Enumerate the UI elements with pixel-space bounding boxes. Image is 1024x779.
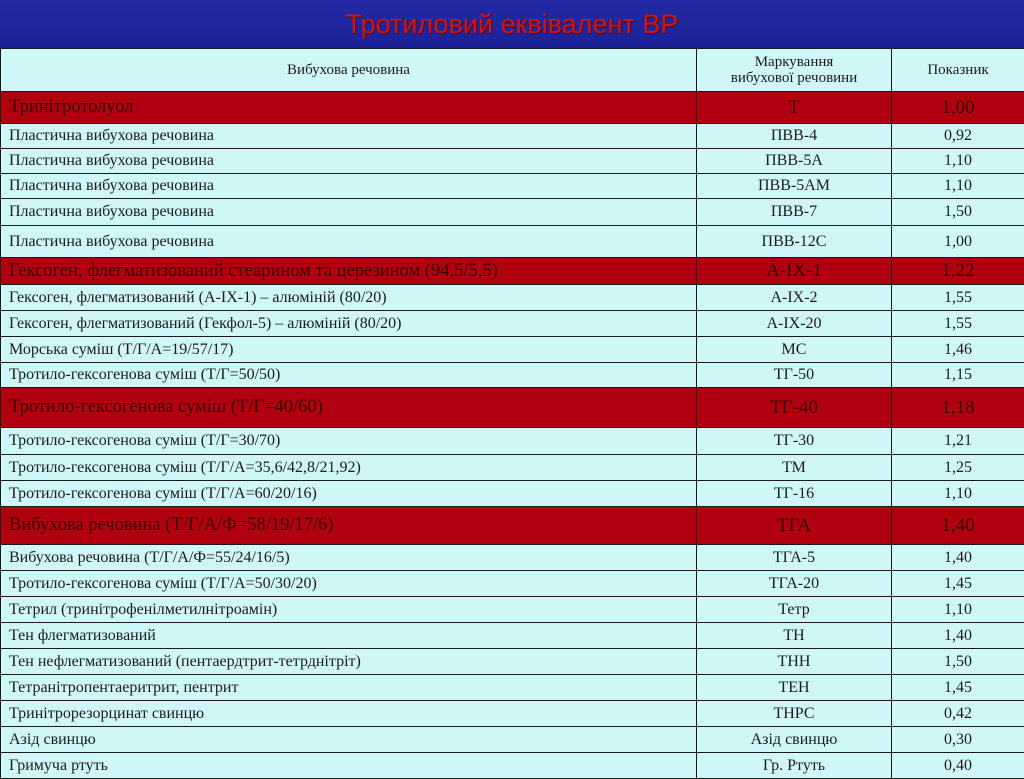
row-value: 1,50 bbox=[892, 649, 1024, 675]
row-substance: Тротило-гексогенова суміш (Т/Г=30/70) bbox=[1, 428, 697, 455]
table-row bbox=[1, 226, 1024, 258]
table-row bbox=[1, 311, 1024, 337]
table-row bbox=[1, 258, 1024, 285]
row-marking: Тетр bbox=[697, 597, 892, 623]
row-value: 0,40 bbox=[892, 753, 1024, 779]
header-marking-line1: Маркування bbox=[755, 54, 834, 70]
header-marking bbox=[697, 49, 892, 92]
row-value: 1,55 bbox=[892, 285, 1024, 311]
row-substance: Пластична вибухова речовина bbox=[1, 174, 697, 199]
row-marking: ТГ-16 bbox=[697, 481, 892, 507]
row-substance: Тринітротолуол bbox=[1, 92, 697, 124]
table-row bbox=[1, 388, 1024, 428]
row-value: 1,40 bbox=[892, 623, 1024, 649]
row-value: 1,10 bbox=[892, 174, 1024, 199]
row-marking: ПВВ-5А bbox=[697, 149, 892, 174]
table-row bbox=[1, 285, 1024, 311]
row-value: 1,25 bbox=[892, 455, 1024, 481]
row-value: 0,42 bbox=[892, 701, 1024, 727]
row-marking: А-ІХ-20 bbox=[697, 311, 892, 337]
header-marking-line2: вибухової речовини bbox=[731, 70, 858, 86]
row-substance: Тен нефлегматизований (пентаердтрит-тетрднітріт) bbox=[1, 649, 697, 675]
table-row bbox=[1, 675, 1024, 701]
table-row bbox=[1, 124, 1024, 149]
row-substance: Гексоген, флегматизований стеарином та церезином (94,5/5,5) bbox=[1, 258, 697, 285]
row-value: 0,92 bbox=[892, 124, 1024, 149]
row-value: 1,00 bbox=[892, 92, 1024, 124]
header-substance: Вибухова речовина bbox=[1, 49, 697, 92]
row-marking: А-ІХ-2 bbox=[697, 285, 892, 311]
row-substance: Пластична вибухова речовина bbox=[1, 199, 697, 226]
row-value: 1,50 bbox=[892, 199, 1024, 226]
row-substance: Тротило-гексогенова суміш (Т/Г=50/50) bbox=[1, 363, 697, 388]
table-row bbox=[1, 623, 1024, 649]
row-substance: Морська суміш (Т/Г/А=19/57/17) bbox=[1, 337, 697, 363]
table-row bbox=[1, 363, 1024, 388]
row-value: 1,45 bbox=[892, 675, 1024, 701]
row-marking: ПВВ-12С bbox=[697, 226, 892, 258]
table-header-row bbox=[1, 49, 1024, 92]
row-marking: ТГ-50 bbox=[697, 363, 892, 388]
row-marking: ТГ-30 bbox=[697, 428, 892, 455]
table-row bbox=[1, 199, 1024, 226]
row-value: 1,40 bbox=[892, 545, 1024, 571]
tnt-equivalent-table bbox=[0, 48, 1024, 779]
row-substance: Тротило-гексогенова суміш (Т/Г=40/60) bbox=[1, 388, 697, 428]
table-row bbox=[1, 701, 1024, 727]
row-substance: Вибухова речовина (Т/Г/А/Ф=58/19/17/6) bbox=[1, 507, 697, 545]
row-substance: Тен флегматизований bbox=[1, 623, 697, 649]
row-value: 1,18 bbox=[892, 388, 1024, 428]
table-row bbox=[1, 597, 1024, 623]
table-row bbox=[1, 571, 1024, 597]
row-substance: Тетранітропентаеритрит, пентрит bbox=[1, 675, 697, 701]
row-value: 1,45 bbox=[892, 571, 1024, 597]
table-row bbox=[1, 507, 1024, 545]
row-substance: Вибухова речовина (Т/Г/А/Ф=55/24/16/5) bbox=[1, 545, 697, 571]
table-row bbox=[1, 92, 1024, 124]
table-row bbox=[1, 481, 1024, 507]
row-value: 1,40 bbox=[892, 507, 1024, 545]
row-substance: Гексоген, флегматизований (Гекфол-5) – алюміній (80/20) bbox=[1, 311, 697, 337]
row-marking: ПВВ-4 bbox=[697, 124, 892, 149]
row-substance: Тринітрорезорцинат свинцю bbox=[1, 701, 697, 727]
row-marking: Т bbox=[697, 92, 892, 124]
row-value: 1,55 bbox=[892, 311, 1024, 337]
row-marking: А-ІХ-1 bbox=[697, 258, 892, 285]
table-row bbox=[1, 545, 1024, 571]
table-row bbox=[1, 455, 1024, 481]
row-substance: Тетрил (тринітрофенілметилнітроамін) bbox=[1, 597, 697, 623]
row-marking: ПВВ-5АМ bbox=[697, 174, 892, 199]
table-row bbox=[1, 149, 1024, 174]
row-substance: Тротило-гексогенова суміш (Т/Г/А=60/20/16) bbox=[1, 481, 697, 507]
row-marking: ТНРС bbox=[697, 701, 892, 727]
row-marking: ТГ-40 bbox=[697, 388, 892, 428]
row-marking: ТНН bbox=[697, 649, 892, 675]
table-row bbox=[1, 753, 1024, 779]
table-row bbox=[1, 649, 1024, 675]
row-marking: ТМ bbox=[697, 455, 892, 481]
row-substance: Гримуча ртуть bbox=[1, 753, 697, 779]
row-marking: ТГА bbox=[697, 507, 892, 545]
row-substance: Тротило-гексогенова суміш (Т/Г/А=50/30/20) bbox=[1, 571, 697, 597]
row-marking: Гр. Ртуть bbox=[697, 753, 892, 779]
row-marking: ПВВ-7 bbox=[697, 199, 892, 226]
page-title: Тротиловий еквівалент ВР bbox=[0, 0, 1024, 48]
row-value: 1,15 bbox=[892, 363, 1024, 388]
row-substance: Пластична вибухова речовина bbox=[1, 124, 697, 149]
row-marking: ТГА-20 bbox=[697, 571, 892, 597]
table-row bbox=[1, 727, 1024, 753]
row-value: 1,10 bbox=[892, 481, 1024, 507]
row-marking: Азід свинцю bbox=[697, 727, 892, 753]
row-marking: МС bbox=[697, 337, 892, 363]
table-row bbox=[1, 174, 1024, 199]
row-marking: ТН bbox=[697, 623, 892, 649]
row-value: 0,30 bbox=[892, 727, 1024, 753]
header-value: Показник bbox=[892, 49, 1024, 92]
table-row bbox=[1, 428, 1024, 455]
row-value: 1,46 bbox=[892, 337, 1024, 363]
row-substance: Гексоген, флегматизований (А-ІХ-1) – алюміній (80/20) bbox=[1, 285, 697, 311]
row-value: 1,21 bbox=[892, 428, 1024, 455]
row-substance: Пластична вибухова речовина bbox=[1, 149, 697, 174]
row-substance: Азід свинцю bbox=[1, 727, 697, 753]
row-marking: ТГА-5 bbox=[697, 545, 892, 571]
row-substance: Пластична вибухова речовина bbox=[1, 226, 697, 258]
row-marking: ТЕН bbox=[697, 675, 892, 701]
row-value: 1,10 bbox=[892, 597, 1024, 623]
row-value: 1,22 bbox=[892, 258, 1024, 285]
row-substance: Тротило-гексогенова суміш (Т/Г/А=35,6/42,8/21,92) bbox=[1, 455, 697, 481]
row-value: 1,10 bbox=[892, 149, 1024, 174]
table-row bbox=[1, 337, 1024, 363]
row-value: 1,00 bbox=[892, 226, 1024, 258]
